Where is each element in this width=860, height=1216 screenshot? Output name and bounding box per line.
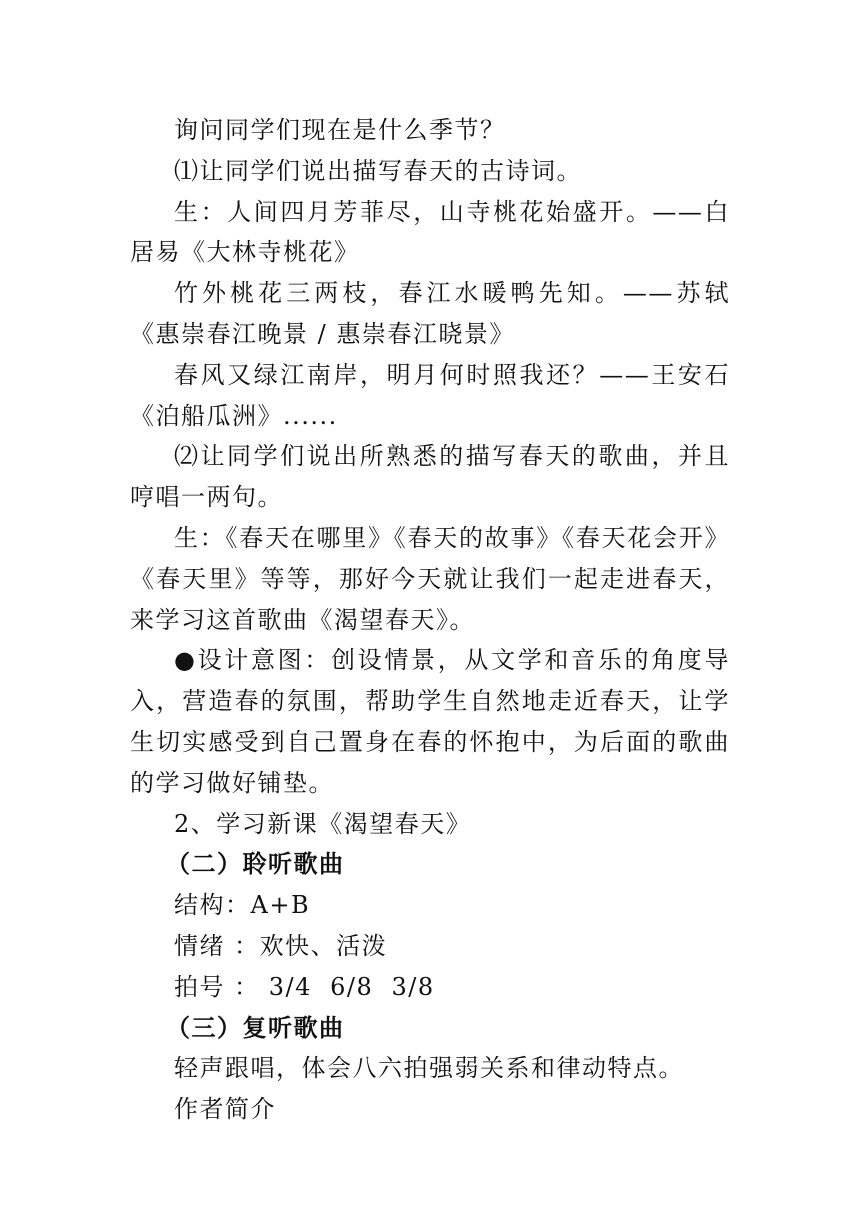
paragraph-structure: 结构：A+B: [174, 891, 311, 920]
paragraph-poem-2: 竹外桃花三两枝，春江水暖鸭先知。——苏轼《惠崇春江晚景 / 惠崇春江晓景》: [130, 279, 730, 348]
paragraph-songs-prompt: ⑵让同学们说出所熟悉的描写春天的歌曲，并且哼唱一两句。: [130, 442, 730, 512]
paragraph-time-signature: 拍号 ： 3/4 6/8 3/8: [174, 972, 435, 1001]
paragraph-songs-answer: 生：《春天在哪里》《春天的故事》《春天花会开》《春天里》等等，那好今天就让我们一起走进春天，来学习这首歌曲《渴望春天》。: [130, 523, 730, 634]
heading-relisten-song: （三）复听歌曲: [166, 1012, 345, 1042]
paragraph-mood: 情绪 ：欢快、活泼: [174, 931, 388, 960]
paragraph-poem-3: 春风又绿江南岸，明月何时照我还？——王安石《泊船瓜洲》......: [130, 360, 730, 430]
heading-listen-song: （二）聆听歌曲: [166, 849, 345, 879]
document-page: [130, 110, 730, 1130]
paragraph-ancient-poems-prompt: ⑴让同学们说出描写春天的古诗词。: [174, 156, 582, 185]
paragraph-sing-along: 轻声跟唱，体会八六拍强弱关系和律动特点。: [174, 1054, 684, 1083]
paragraph-poem-1: 生：人间四月芳菲尽，山寺桃花始盛开。——白居易《大林寺桃花》: [130, 197, 730, 267]
paragraph-question: 询问同学们现在是什么季节？: [174, 116, 506, 144]
paragraph-author-intro: 作者简介: [174, 1095, 276, 1124]
paragraph-design-intent: ●设计意图：创设情景，从文学和音乐的角度导入，营造春的氛围，帮助学生自然地走近春天，让学生切实感受到自己置身在春的怀抱中，为后面的歌曲的学习做好铺垫。: [130, 646, 730, 797]
paragraph-new-lesson: 2、学习新课《渴望春天》: [174, 809, 472, 838]
